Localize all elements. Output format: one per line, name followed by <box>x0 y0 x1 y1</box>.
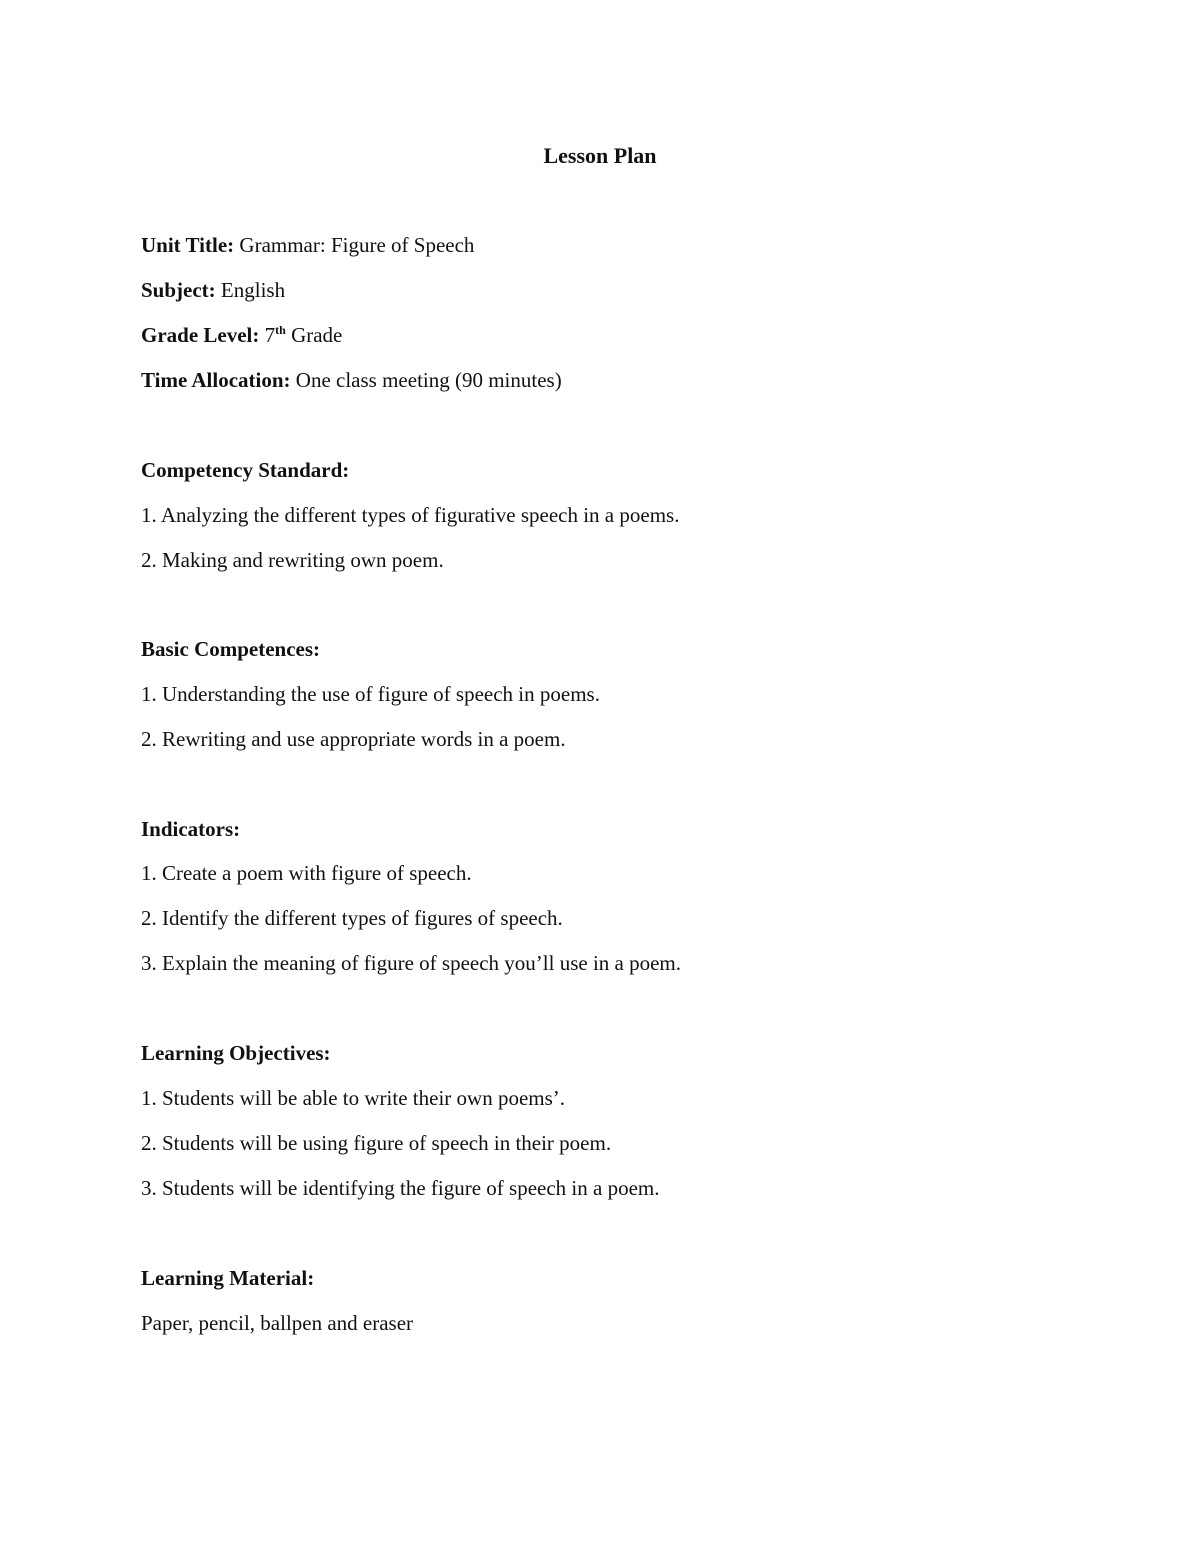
competency-standard-item: 2. Making and rewriting own poem. <box>141 548 444 572</box>
basic-competences-item: 1. Understanding the use of figure of speech in poems. <box>141 682 600 706</box>
learning-material-text: Paper, pencil, ballpen and eraser <box>141 1311 414 1335</box>
competency-standard-heading: Competency Standard: <box>141 458 350 482</box>
learning-objectives-item: 2. Students will be using figure of speech in their poem. <box>141 1131 612 1155</box>
indicators-heading: Indicators: <box>141 817 241 841</box>
time-allocation-value: One class meeting (90 minutes) <box>295 368 562 392</box>
subject-label: Subject: <box>141 278 216 302</box>
grade-level-line <box>141 320 342 350</box>
indicators-item: 3. Explain the meaning of figure of speech you’ll use in a poem. <box>141 951 682 975</box>
unit-title-label: Unit Title: <box>141 233 235 257</box>
time-allocation-label: Time Allocation: <box>141 368 291 392</box>
learning-objectives-item: 1. Students will be able to write their own poems’. <box>141 1086 566 1110</box>
time-allocation-line <box>141 365 562 395</box>
unit-title-value: Grammar: Figure of Speech <box>239 233 475 257</box>
page-title: Lesson Plan <box>543 143 657 168</box>
unit-title-line <box>141 230 474 260</box>
grade-level-word: Grade <box>291 323 343 347</box>
learning-objectives-item: 3. Students will be identifying the figure of speech in a poem. <box>141 1176 660 1200</box>
subject-line <box>141 275 285 305</box>
learning-objectives-heading: Learning Objectives: <box>141 1041 331 1065</box>
grade-level-label: Grade Level: <box>141 323 260 347</box>
indicators-item: 1. Create a poem with figure of speech. <box>141 861 472 885</box>
subject-value: English <box>220 278 286 302</box>
grade-level-suffix: th <box>275 323 286 337</box>
grade-level-number: 7 <box>264 323 276 347</box>
indicators-item: 2. Identify the different types of figures of speech. <box>141 906 563 930</box>
competency-standard-item: 1. Analyzing the different types of figurative speech in a poems. <box>141 503 680 527</box>
basic-competences-heading: Basic Competences: <box>141 637 321 661</box>
basic-competences-item: 2. Rewriting and use appropriate words in a poem. <box>141 727 566 751</box>
learning-material-heading: Learning Material: <box>141 1266 315 1290</box>
